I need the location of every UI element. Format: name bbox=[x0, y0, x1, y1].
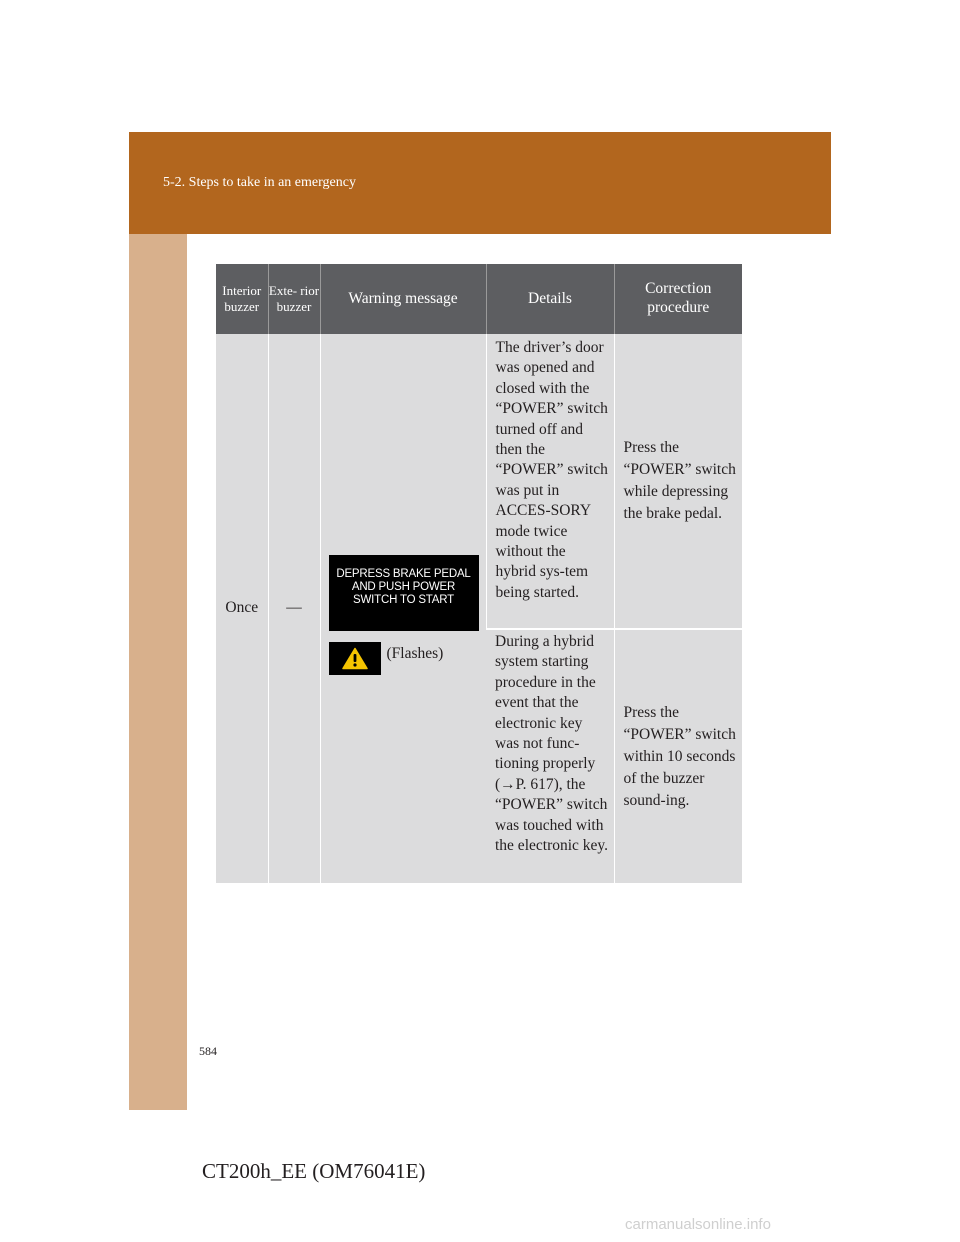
details-cell: The driver’s door was opened and closed with the “POWER” switch turned off and then the “POWER” switch was put in ACCES-SORY mode twice without the hybrid sys-tem being started. bbox=[486, 334, 614, 629]
chapter-header-bar bbox=[129, 132, 831, 234]
side-margin-strip bbox=[129, 234, 187, 1110]
exclamation-warning-icon bbox=[342, 647, 368, 670]
correction-cell: Press the “POWER” switch while depressing the brake pedal. bbox=[614, 334, 742, 629]
page-number: 584 bbox=[199, 1044, 217, 1058]
warning-indicator bbox=[329, 642, 381, 675]
warning-message-cell bbox=[320, 334, 486, 883]
table-row bbox=[216, 334, 742, 629]
header-details: Details bbox=[486, 264, 614, 334]
exterior-buzzer-value: — bbox=[268, 334, 320, 883]
interior-buzzer-value: Once bbox=[216, 334, 268, 883]
header-exterior-buzzer: Exte- rior buzzer bbox=[268, 264, 320, 334]
table-header-row bbox=[216, 264, 742, 334]
watermark-link[interactable]: carmanualsonline.info bbox=[625, 1216, 771, 1233]
details-cell: During a hybrid system starting procedure in the event that the electronic key was not func-tioning properly (→P. 617), the “POWER” switch was touched with the electronic key. bbox=[486, 629, 614, 883]
chapter-title: 5-2. Steps to take in an emergency bbox=[163, 175, 356, 190]
flashes-note: (Flashes) bbox=[386, 645, 444, 662]
header-warning-message: Warning message bbox=[320, 264, 486, 334]
header-correction-procedure: Correction procedure bbox=[614, 264, 742, 334]
document-code: CT200h_EE (OM76041E) bbox=[202, 1159, 426, 1183]
display-message: DEPRESS BRAKE PEDAL AND PUSH POWER SWITCH TO START bbox=[329, 555, 479, 631]
correction-cell: Press the “POWER” switch within 10 seconds of the buzzer sound-ing. bbox=[614, 629, 742, 883]
warning-table bbox=[216, 264, 742, 883]
header-interior-buzzer: Interior buzzer bbox=[216, 264, 268, 334]
